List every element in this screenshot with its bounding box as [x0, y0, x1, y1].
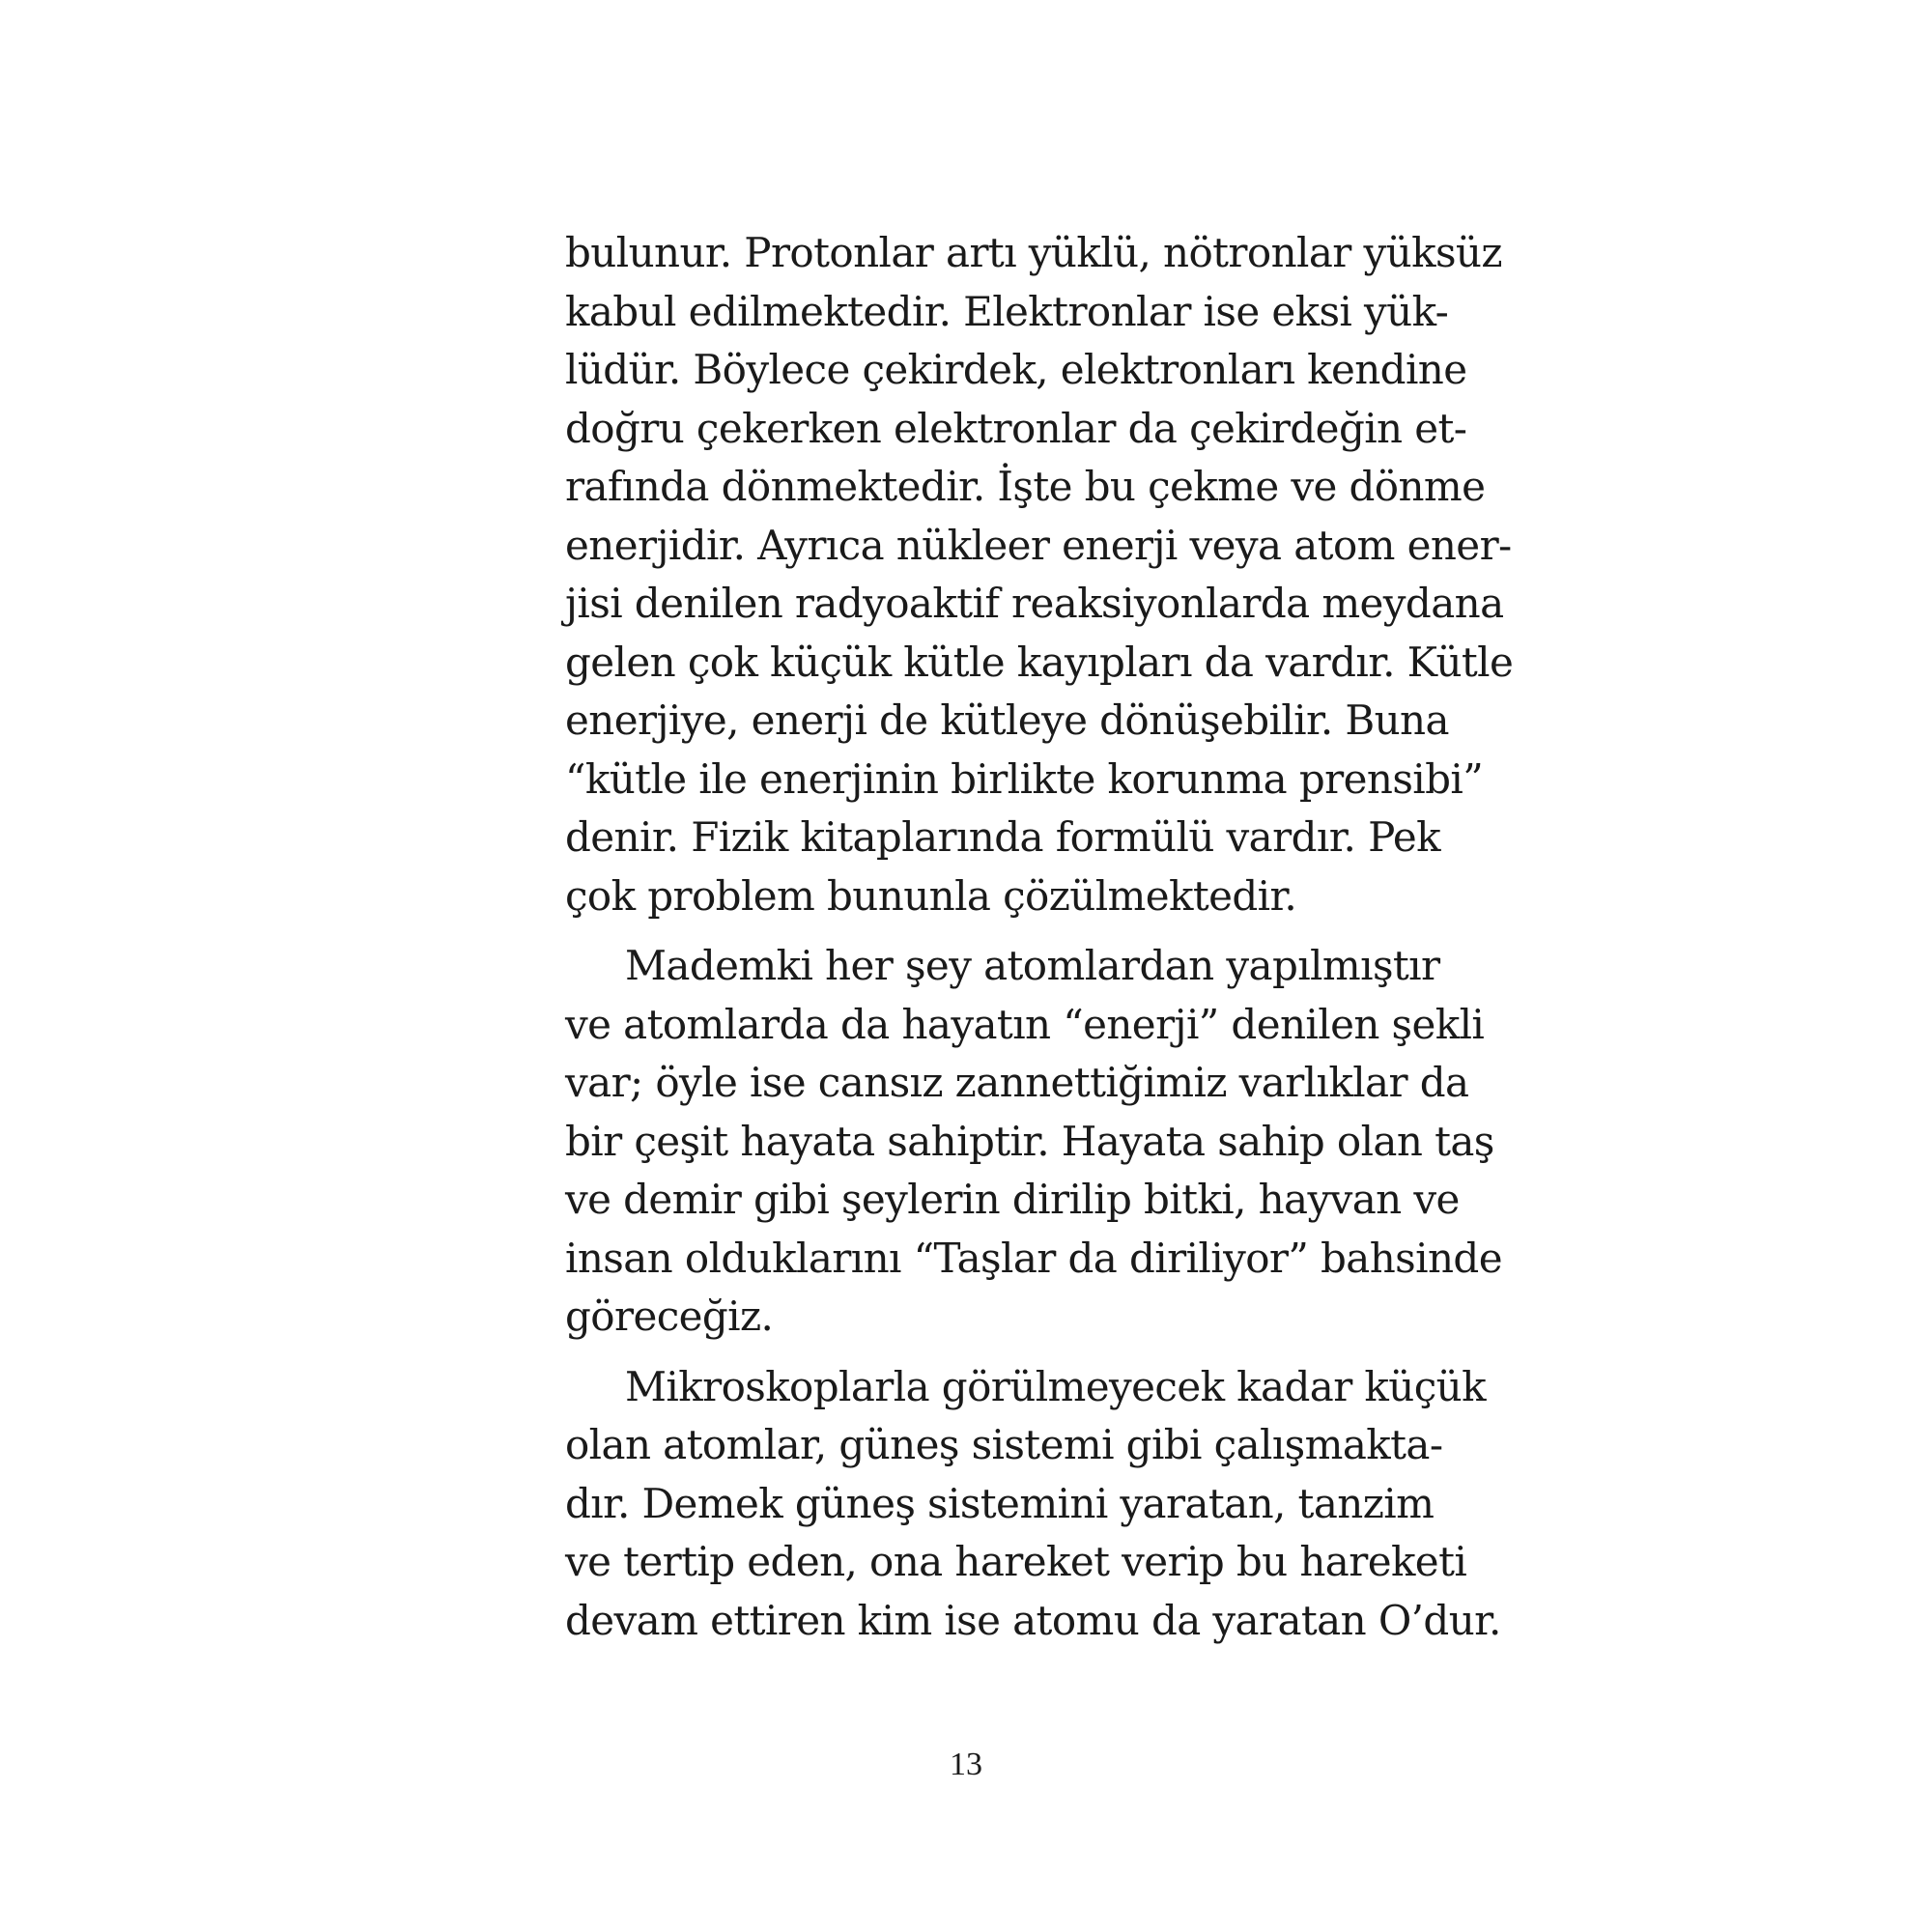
text-line: olan atomlar, güneş sistemi gibi çalışmakta-: [565, 1421, 1443, 1468]
text-line: enerjidir. Ayrıca nükleer enerji veya atom ener-: [565, 521, 1512, 569]
paragraph: [565, 1358, 1501, 1651]
text-line: rafında dönmektedir. İşte bu çekme ve dönme: [565, 463, 1486, 510]
text-line: lüdür. Böylece çekirdek, elektronları kendine: [565, 346, 1467, 393]
paragraph: [565, 224, 1514, 925]
paragraph: [565, 937, 1502, 1347]
text-line: Mademki her şey atomlardan yapılmıştır: [625, 942, 1440, 989]
text-line: “kütle ile enerjinin birlikte korunma prensibi”: [565, 754, 1484, 803]
text-line: doğru çekerken elektronlar da çekirdeğin et-: [565, 404, 1467, 452]
text-line: bulunur. Protonlar artı yüklü, nötronlar yüksüz: [565, 229, 1502, 276]
text-line: ve atomlarda da hayatın “enerji” denilen şekli: [565, 1000, 1485, 1048]
text-line: insan olduklarını “Taşlar da diriliyor” bahsinde: [565, 1234, 1502, 1282]
text-line: gelen çok küçük kütle kayıpları da vardır. Kütle: [565, 638, 1514, 686]
text-line: dır. Demek güneş sistemini yaratan, tanzim: [565, 1479, 1435, 1527]
text-line: çok problem bununla çözülmektedir.: [565, 871, 1297, 920]
text-line: enerjiye, enerji de kütleye dönüşebilir. Buna: [565, 696, 1449, 744]
text-line: ve tertip eden, ona hareket verip bu hareketi: [565, 1538, 1467, 1585]
text-line: devam ettiren kim ise atomu da yaratan O’dur.: [565, 1596, 1501, 1644]
text-line: Mikroskoplarla görülmeyecek kadar küçük: [625, 1362, 1486, 1410]
text-line: bir çeşit hayata sahiptir. Hayata sahip olan taş: [565, 1117, 1494, 1165]
text-line: kabul edilmektedir. Elektronlar ise eksi yük-: [565, 287, 1449, 335]
page-number: 13: [950, 1747, 982, 1782]
text-line: jisi denilen radyoaktif reaksiyonlarda meydana: [565, 580, 1504, 627]
text-line: var; öyle ise cansız zannettiğimiz varlıklar da: [565, 1059, 1469, 1106]
text-line: ve demir gibi şeylerin dirilip bitki, hayvan ve: [565, 1176, 1460, 1223]
text-line: göreceğiz.: [565, 1293, 774, 1340]
body-text: [565, 224, 1514, 1650]
text-line: denir. Fizik kitaplarında formülü vardır. Pek: [565, 813, 1440, 861]
